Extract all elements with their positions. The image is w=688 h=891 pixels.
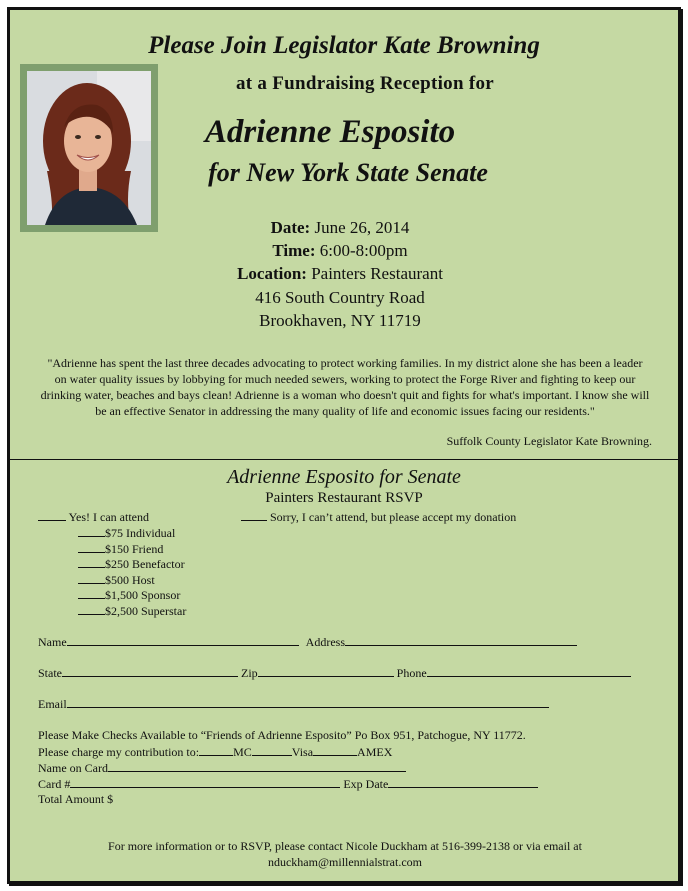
name-on-card-row <box>38 760 406 776</box>
date-value: June 26, 2014 <box>314 218 410 237</box>
level-blank[interactable] <box>78 572 105 584</box>
decline-blank[interactable] <box>241 509 267 521</box>
portrait-image <box>27 71 151 225</box>
rsvp-title: Adrienne Esposito for Senate <box>227 466 461 488</box>
charge-label: Please charge my contribution to: <box>38 745 200 759</box>
level-label: $2,500 Superstar <box>105 604 187 618</box>
charge-row <box>38 744 392 760</box>
rsvp-subtitle: Painters Restaurant RSVP <box>265 490 423 506</box>
level-label: $500 Host <box>105 573 155 587</box>
state-field[interactable] <box>62 665 238 677</box>
card-number-field[interactable] <box>70 776 340 788</box>
level-blank[interactable] <box>78 556 105 568</box>
footer <box>50 838 640 870</box>
total-label: Total Amount $ <box>38 792 114 806</box>
decline-label: Sorry, I can’t attend, but please accept my donation <box>270 510 517 524</box>
location-label: Location: <box>237 264 307 283</box>
time-label: Time: <box>272 241 316 260</box>
attend-blank[interactable] <box>38 509 66 521</box>
endorsement-quote: "Adrienne has spent the last three decades advocating to protect working families. In my district alone she has been a leader on water quality issues by lobbying for much needed sewers, working to protect the Forge River and fighting to keep our drinking water, beaches and bays clean! Adrienne is a woman who doesn't quit and fights for what's important. I know she will be an effective Senator in addressing the many quality of life and economic issues facing our residents." <box>40 356 650 418</box>
section-divider <box>10 459 678 460</box>
level-label: $75 Individual <box>105 526 176 540</box>
email-row <box>38 696 549 712</box>
candidate-photo <box>20 64 158 232</box>
checks-line: Please Make Checks Available to “Friends of Adrienne Esposito” Po Box 951, Patchogue, NY 11772. <box>38 728 526 742</box>
exp-date-label: Exp Date <box>343 777 389 791</box>
card-number-label: Card # <box>38 777 71 791</box>
total-row <box>38 792 113 807</box>
level-item[interactable] <box>78 525 175 541</box>
zip-label: Zip <box>241 666 258 680</box>
phone-label: Phone <box>396 666 427 680</box>
event-date <box>170 218 510 238</box>
level-label: $250 Benefactor <box>105 557 185 571</box>
name-field[interactable] <box>67 634 299 646</box>
level-label: $1,500 Sponsor <box>105 588 181 602</box>
address-label: Address <box>305 635 345 649</box>
quote-attribution: Suffolk County Legislator Kate Browning. <box>446 434 652 448</box>
exp-date-field[interactable] <box>388 776 538 788</box>
address-line-1: 416 South Country Road <box>255 288 425 307</box>
level-item[interactable] <box>78 556 185 572</box>
email-field[interactable] <box>67 696 549 708</box>
mc-label: MC <box>233 745 252 759</box>
event-time <box>170 241 510 261</box>
amex-blank[interactable] <box>313 744 357 756</box>
footer-email[interactable]: nduckham@millennialstrat.com <box>267 855 422 869</box>
level-blank[interactable] <box>78 541 105 553</box>
amex-label: AMEX <box>357 745 393 759</box>
decline-option[interactable] <box>241 509 516 525</box>
flyer <box>7 7 681 884</box>
phone-field[interactable] <box>427 665 631 677</box>
state-label: State <box>38 666 62 680</box>
level-item[interactable] <box>78 541 163 557</box>
office-line: for New York State Senate <box>208 158 488 187</box>
email-label: Email <box>38 697 67 711</box>
level-label: $150 Friend <box>105 542 164 556</box>
visa-label: Visa <box>291 745 314 759</box>
host-line: Please Join Legislator Kate Browning <box>148 32 540 59</box>
mc-blank[interactable] <box>199 744 233 756</box>
level-item[interactable] <box>78 572 155 588</box>
time-value: 6:00-8:00pm <box>319 241 408 260</box>
attend-label: Yes! I can attend <box>68 510 149 524</box>
zip-field[interactable] <box>258 665 394 677</box>
level-blank[interactable] <box>78 525 105 537</box>
level-item[interactable] <box>78 587 180 603</box>
date-label: Date: <box>270 218 311 237</box>
address-field[interactable] <box>345 634 577 646</box>
name-on-card-label: Name on Card <box>38 761 108 775</box>
location-value: Painters Restaurant <box>311 264 443 283</box>
level-blank[interactable] <box>78 587 105 599</box>
reception-line: at a Fundraising Reception for <box>235 73 495 94</box>
level-item[interactable] <box>78 603 186 619</box>
candidate-name: Adrienne Esposito <box>204 114 456 150</box>
name-label: Name <box>38 635 67 649</box>
event-location <box>170 264 510 284</box>
name-on-card-field[interactable] <box>108 760 406 772</box>
level-blank[interactable] <box>78 603 105 615</box>
state-row <box>38 665 631 681</box>
visa-blank[interactable] <box>252 744 292 756</box>
name-row <box>38 634 577 650</box>
footer-contact: For more information or to RSVP, please contact Nicole Duckham at 516-399-2138 or via email at <box>108 839 582 853</box>
attend-option[interactable] <box>38 509 149 525</box>
card-row <box>38 776 538 792</box>
address-line-2: Brookhaven, NY 11719 <box>259 311 421 330</box>
